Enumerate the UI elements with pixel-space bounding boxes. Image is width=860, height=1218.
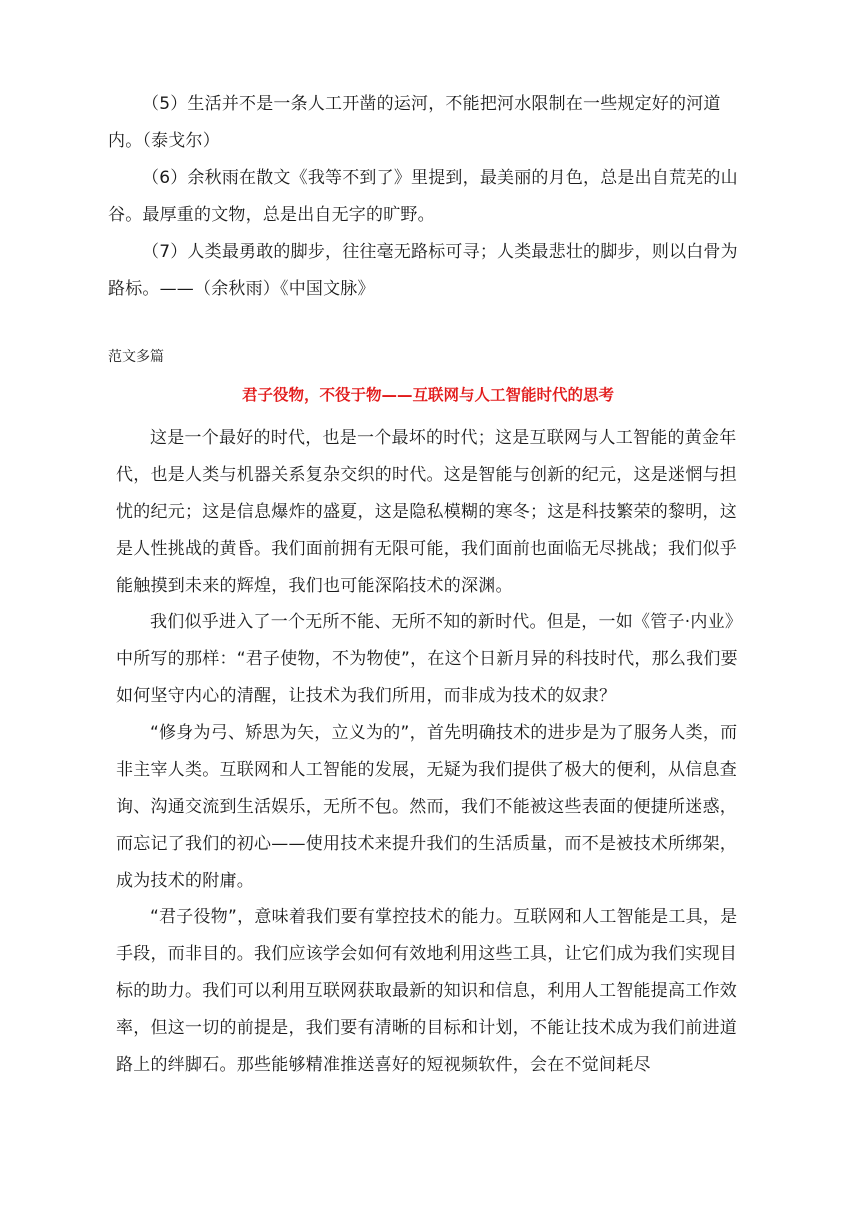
essay-title: 君子役物，不役于物——互联网与人工智能时代的思考: [241, 386, 614, 404]
quote-6: （6）余秋雨在散文《我等不到了》里提到，最美丽的月色，总是出自荒芜的山谷。最厚重的文物，总是出自无字的旷野。: [108, 168, 738, 225]
essay-paragraph-3: “修身为弓、矫思为矢，立义为的”，首先明确技术的进步是为了服务人类，而非主宰人类。互联网和人工智能的发展，无疑为我们提供了极大的便利，从信息查询、沟通交流到生活娱乐，无所不包。然而，我们不能被这些表面的便捷所迷惑，而忘记了我们的初心——使用技术来提升我们的生活质量，而不是被技术所绑架，成为技术的附庸。: [116, 723, 738, 891]
essay-paragraph-2: 我们似乎进入了一个无所不能、无所不知的新时代。但是，一如《管子·内业》中所写的那样：“君子使物，不为物使”，在这个日新月异的科技时代，那么我们要如何坚守内心的清醒，让技术为我们所用，而非成为技术的奴隶？: [116, 612, 743, 706]
essay-paragraph-4: “君子役物”，意味着我们要有掌控技术的能力。互联网和人工智能是工具，是手段，而非目的。我们应该学会如何有效地利用这些工具，让它们成为我们实现目标的助力。我们可以利用互联网获取最新的知识和信息，利用人工智能提高工作效率，但这一切的前提是，我们要有清晰的目标和计划，不能让技术成为我们前进道路上的绊脚石。那些能够精准推送喜好的短视频软件，会在不觉间耗尽: [116, 907, 738, 1075]
quote-5: （5）生活并不是一条人工开凿的运河，不能把河水限制在一些规定好的河道内。（泰戈尔）: [108, 94, 721, 151]
quote-7: （7）人类最勇敢的脚步，往往毫无路标可寻；人类最悲壮的脚步，则以白骨为路标。——（余秋雨）《中国文脉》: [108, 242, 738, 299]
essay-paragraph-1: 这是一个最好的时代，也是一个最坏的时代；这是互联网与人工智能的黄金年代，也是人类与机器关系复杂交织的时代。这是智能与创新的纪元，这是迷惘与担忧的纪元；这是信息爆炸的盛夏，这是隐私模糊的寒冬；这是科技繁荣的黎明，这是人性挑战的黄昏。我们面前拥有无限可能，我们面前也面临无尽挑战；我们似乎能触摸到未来的辉煌，我们也可能深陷技术的深渊。: [116, 428, 737, 596]
section-label: 范文多篇: [108, 349, 164, 365]
